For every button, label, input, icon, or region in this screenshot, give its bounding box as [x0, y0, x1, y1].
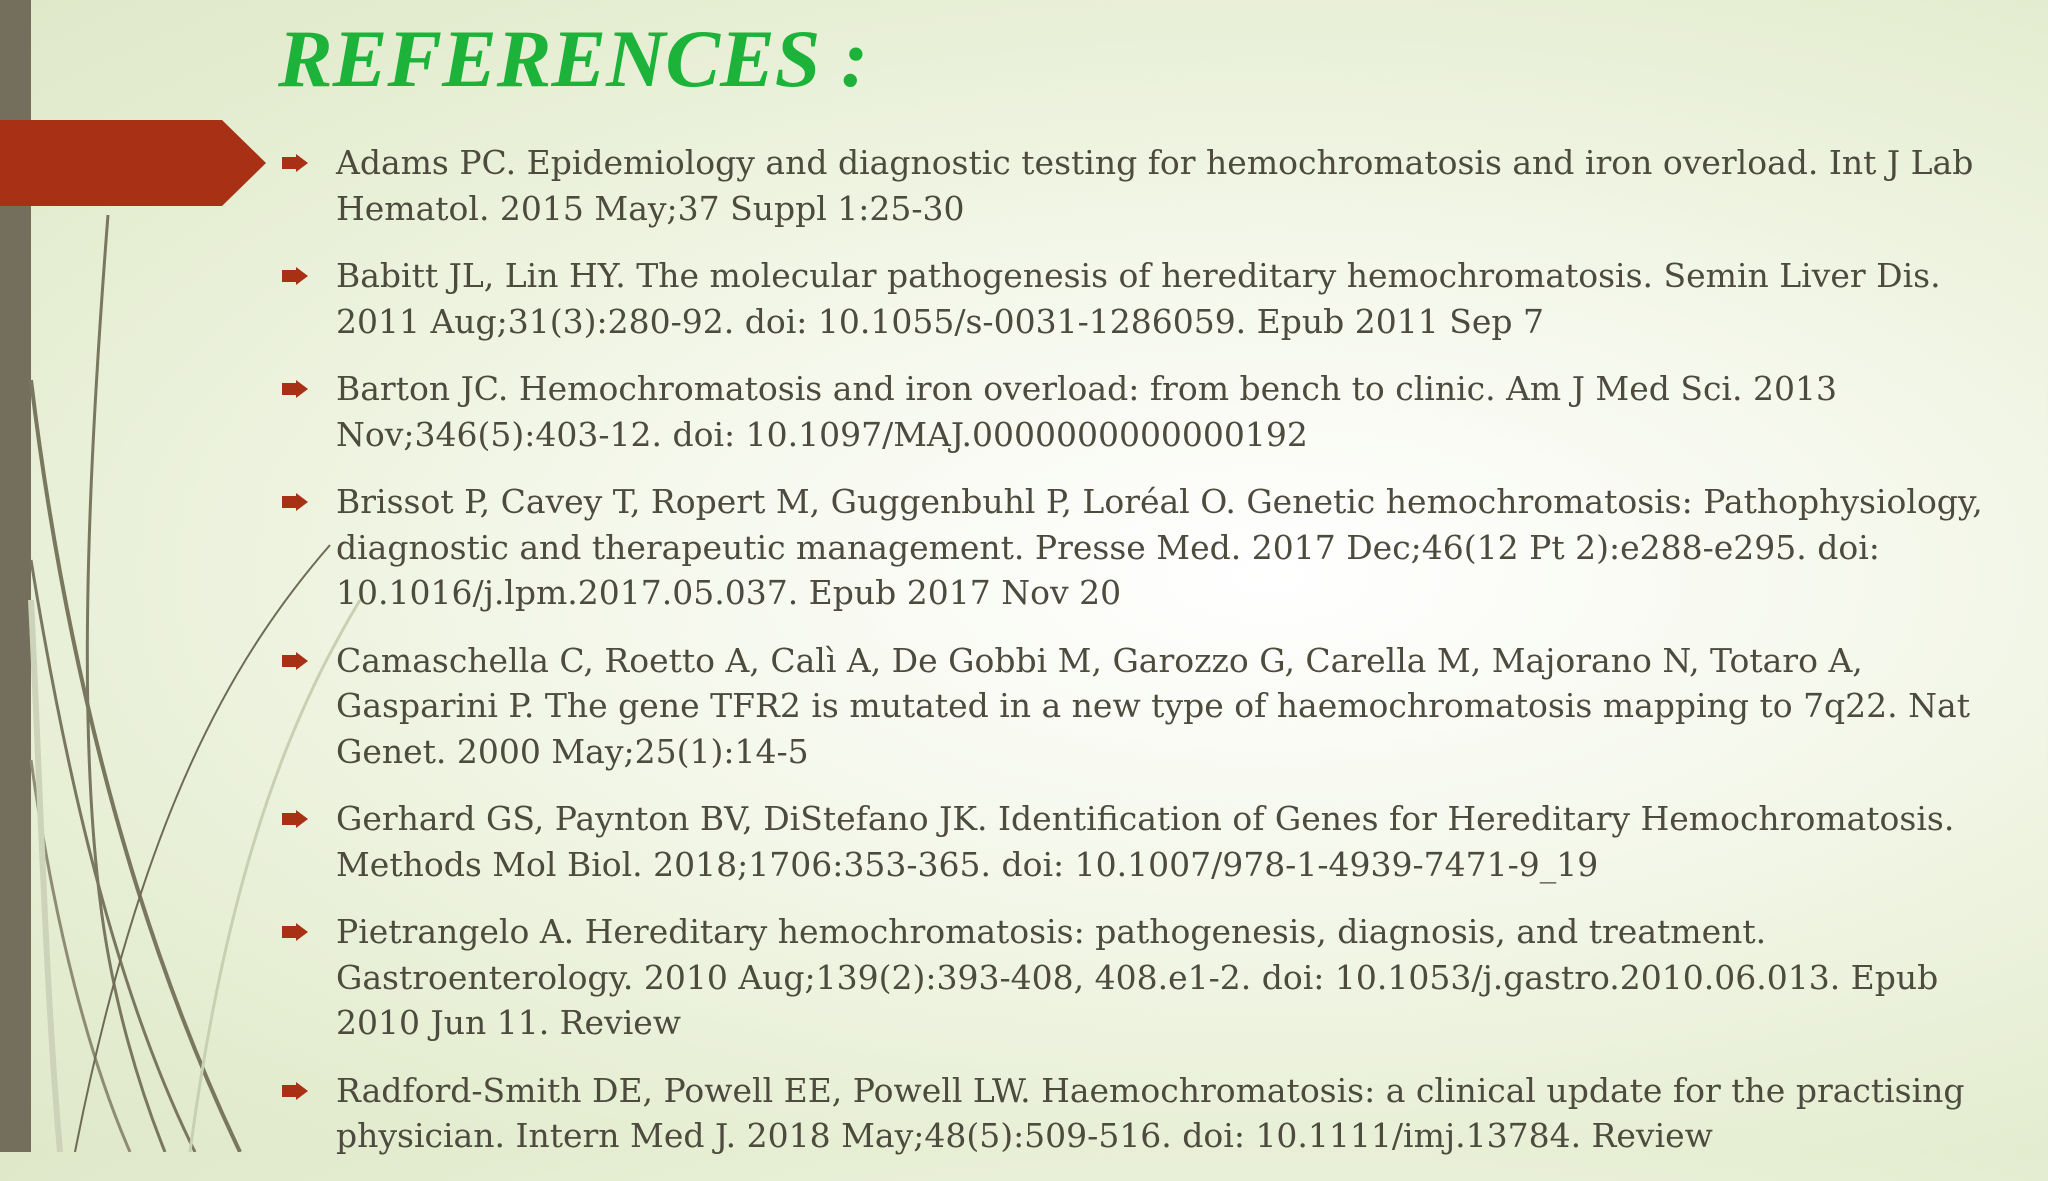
arrow-bullet-icon [282, 380, 308, 398]
list-item [280, 140, 2025, 231]
reference-text: Babitt JL, Lin HY. The molecular pathogenesis of hereditary hemochromatosis. Semin Liver Dis. 2011 Aug;31(3):280-92. doi: 10.1055/s-0031-1286059. Epub 2011 Sep 7 [336, 256, 1941, 341]
list-item [280, 253, 2025, 344]
list-item [280, 909, 2025, 1046]
arrow-bullet-icon [282, 154, 308, 172]
reference-list [280, 140, 2025, 1181]
reference-text: Adams PC. Epidemiology and diagnostic testing for hemochromatosis and iron overload. Int J Lab Hematol. 2015 May;37 Suppl 1:25-30 [336, 143, 1974, 228]
red-arrow-banner [0, 120, 270, 206]
arrow-bullet-icon [282, 652, 308, 670]
reference-text: Camaschella C, Roetto A, Calì A, De Gobbi M, Garozzo G, Carella M, Majorano N, Totaro A, Gasparini P. The gene TFR2 is mutated in a new type of haemochromatosis mapping to 7q22. Nat Genet. 2000 May;25(1):14-5 [336, 640, 1970, 771]
arrow-bullet-icon [282, 267, 308, 285]
arrow-bullet-icon [282, 493, 308, 511]
arrow-bullet-icon [282, 1082, 308, 1100]
reference-text: Pietrangelo A. Hereditary hemochromatosis: pathogenesis, diagnosis, and treatment. Gastroenterology. 2010 Aug;139(2):393-408, 408.e1-2. doi: 10.1053/j.gastro.2010.06.013. Epub 2010 Jun 11. Review [336, 912, 1939, 1042]
list-item [280, 479, 2025, 616]
list-item [280, 366, 2025, 457]
arrow-bullet-icon [282, 810, 308, 828]
reference-text: Radford-Smith DE, Powell EE, Powell LW. Haemochromatosis: a clinical update for the practising physician. Intern Med J. 2018 May;48(5):509-516. doi: 10.1111/imj.13784. Review [336, 1070, 1965, 1155]
reference-text: Brissot P, Cavey T, Ropert M, Guggenbuhl P, Loréal O. Genetic hemochromatosis: Pathophysiology, diagnostic and therapeutic management. Presse Med. 2017 Dec;46(12 Pt 2):e288-e295. doi: 10.1016/j.lpm.2017.05.037. Epub 2017 Nov 20 [336, 482, 1983, 612]
reference-text: Barton JC. Hemochromatosis and iron overload: from bench to clinic. Am J Med Sci. 2013 Nov;346(5):403-12. doi: 10.1097/MAJ.0000000000000192 [336, 369, 1837, 454]
list-item [280, 796, 2025, 887]
arrow-bullet-icon [282, 923, 308, 941]
list-item [280, 638, 2025, 775]
list-item [280, 1068, 2025, 1159]
reference-text: Gerhard GS, Paynton BV, DiStefano JK. Identification of Genes for Hereditary Hemochromatosis. Methods Mol Biol. 2018;1706:353-365. doi: 10.1007/978-1-4939-7471-9_19 [336, 799, 1955, 884]
page-title: REFERENCES : [278, 13, 869, 104]
